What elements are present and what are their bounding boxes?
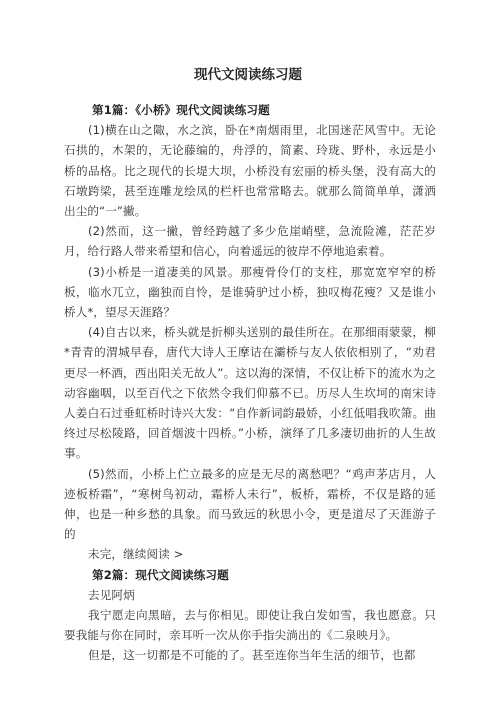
article-2-heading: 第2篇：现代文阅读练习题 bbox=[92, 567, 229, 582]
article-2-paragraph-1: 我宁愿走向黑暗，去与你相见。即使让我白发如雪，我也愿意。只要我能与你在同时，亲耳听一次从你手指尖淌出的《二泉映月》。 bbox=[64, 608, 436, 643]
article-1-heading: 第1篇：《小桥》现代文阅读练习题 bbox=[92, 103, 270, 117]
article-2-subtitle: 去见阿炳 bbox=[88, 587, 135, 602]
article-1-paragraph-1: (1)横在山之陬，水之滨，卧在*南烟雨里，北国迷茫风雪中。无论石拱的，木架的，无论藤编的，舟浮的，简素、玲珑、野朴，永远是小桥的品格。比之现代的长堤大坝，小桥没有宏丽的桥头堡，没有高大的石墩跨梁，甚至连雕龙绘凤的栏杆也常常略去。就那么简简单单，潇洒出尘的“一”撇。 bbox=[64, 123, 436, 219]
continue-reading-row bbox=[64, 544, 436, 564]
article-1-paragraph-2: (2)然而，这一撇，曾经跨越了多少危崖峭壁，急流险滩，茫茫岁月，给行路人带来希望和信心，向着遥远的彼岸不停地追索着。 bbox=[64, 224, 436, 259]
article-2-paragraph-2: 但是，这一切都是不可能的了。甚至连你当年生活的细节，也都 bbox=[88, 648, 416, 663]
article-1-paragraph-5: (5)然而，小桥上伫立最多的应是无尽的离愁吧？“鸡声茅店月，人迹板桥霜”，“寒树鸟初动，霜桥人未行”，板桥，霜桥，不仅是路的延伸，也是一种乡愁的具象。而马致远的秋思小令，更是道尽了天涯游子的 bbox=[64, 466, 436, 542]
continue-reading-link[interactable]: 未完，继续阅读 > bbox=[88, 547, 184, 562]
document-body bbox=[64, 100, 436, 666]
document-title: 现代文阅读练习题 bbox=[194, 67, 302, 83]
article-1-paragraph-4: (4)自古以来，桥头就是折柳头送别的最佳所在。在那细雨蒙蒙，柳*青青的渭城早春，唐代大诗人王摩诘在灞桥与友人依依相别了，“劝君更尽一杯酒，西出阳关无故人”。这以海的深情，不仅让桥下的流水为之动容幽咽，以至百代之下依然令我们仰慕不已。历尽人生坎坷的南宋诗人姜白石过垂虹桥时诗兴大发：“自作新词韵最娇，小红低唱我吹箫。曲终过尽松陵路，回首烟波十四桥。”小桥，演绎了几多凄切曲折的人生故事。 bbox=[64, 325, 436, 461]
article-1-paragraph-3: (3)小桥是一道凄美的风景。那瘦骨伶仃的支柱，那宽宽窄窄的桥板，临水兀立，幽独而自怜，是谁骑驴过小桥，独叹梅花瘦？又是谁小桥人*，望尽天涯路？ bbox=[64, 264, 436, 320]
